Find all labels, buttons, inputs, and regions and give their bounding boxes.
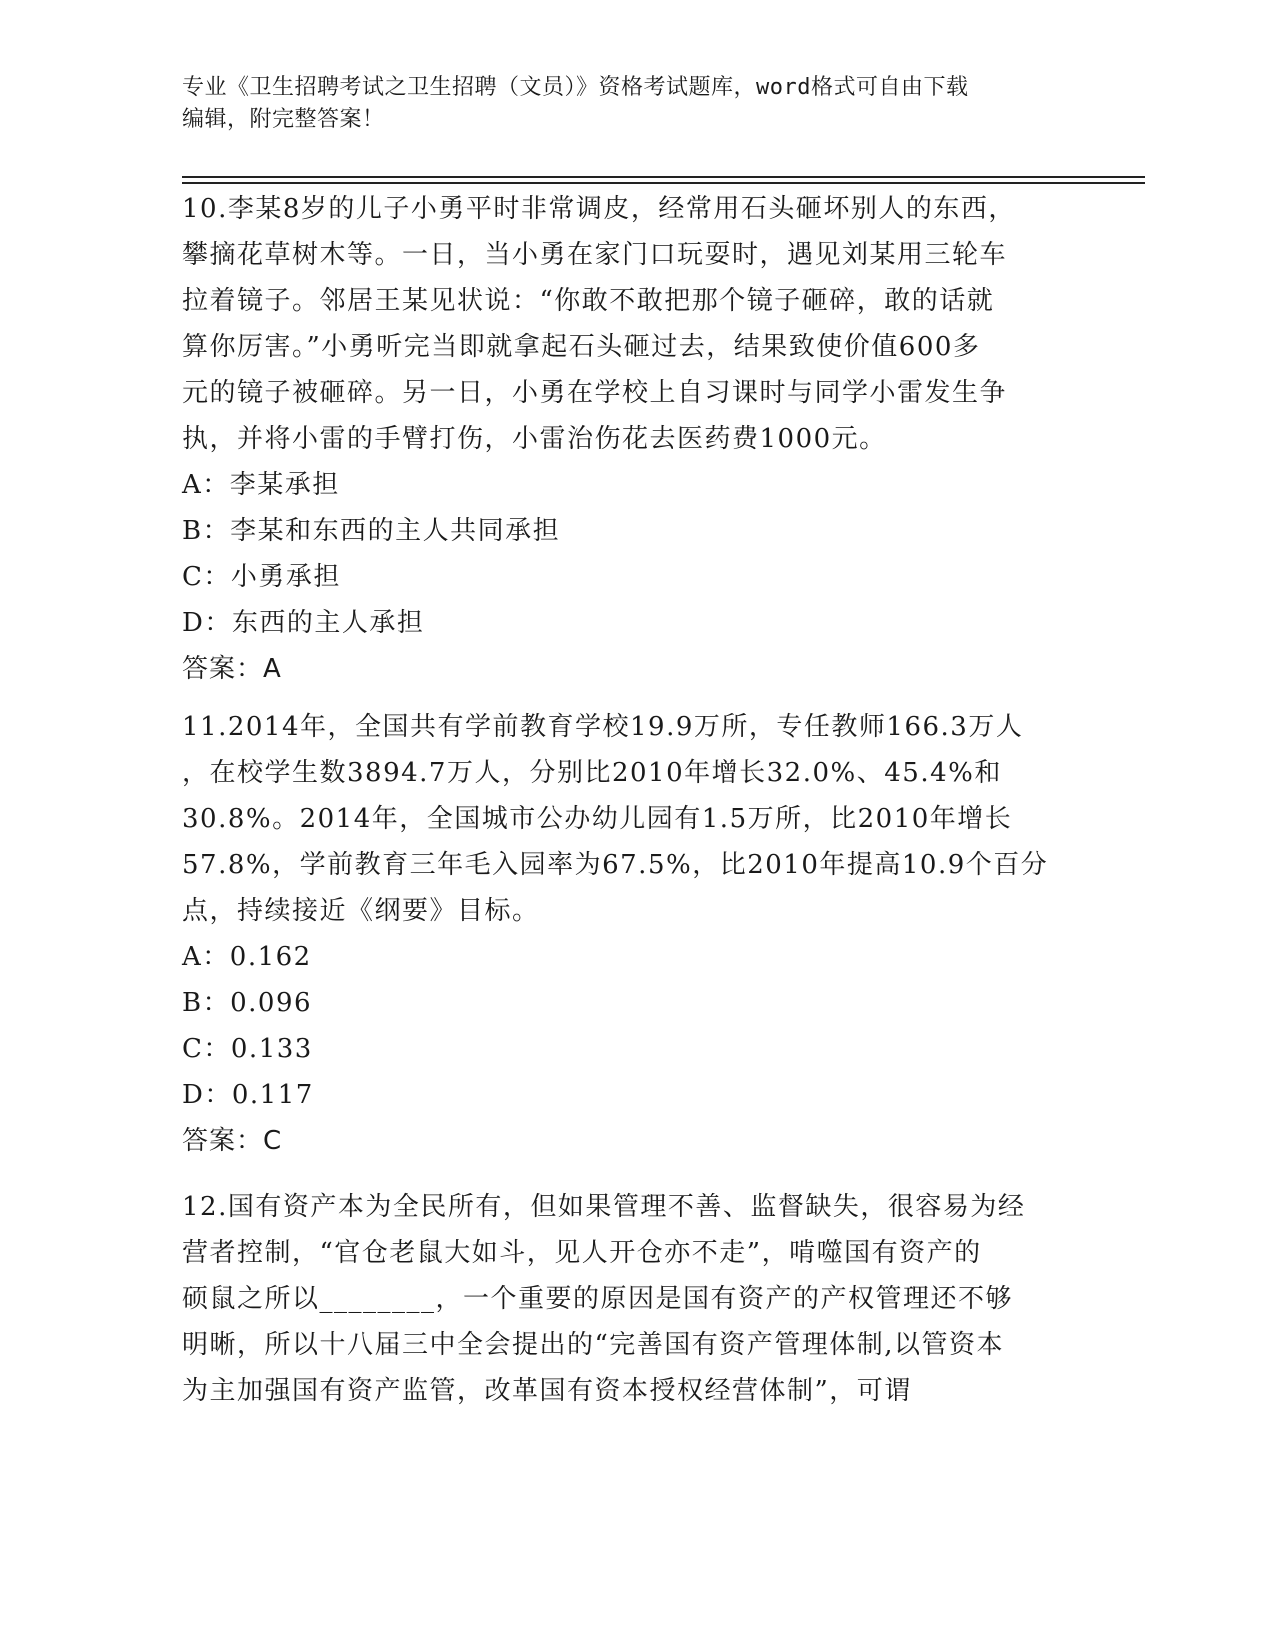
- question-stem-line: 点，持续接近《纲要》目标。: [182, 896, 540, 926]
- header-line-2: 编辑，附完整答案！: [182, 107, 385, 132]
- header-rule-top: [182, 176, 1145, 178]
- option-c: C：0.133: [182, 1034, 313, 1064]
- question-stem-line: 10.李某8岁的儿子小勇平时非常调皮，经常用石头砸坏别人的东西，: [182, 194, 1016, 224]
- question-stem-line: 明晰，所以十八届三中全会提出的“完善国有资产管理体制,以管资本: [182, 1330, 1005, 1360]
- header-rule-bottom: [182, 182, 1145, 184]
- question-stem-line: 执，并将小雷的手臂打伤，小雷治伤花去医药费1000元。: [182, 424, 887, 454]
- document-header: [182, 72, 1082, 136]
- question-stem-line: 攀摘花草树木等。一日，当小勇在家门口玩耍时，遇见刘某用三轮车: [182, 240, 1008, 270]
- question-stem-line: 硕鼠之所以________，一个重要的原因是国有资产的产权管理还不够: [182, 1284, 1014, 1314]
- question-12: [182, 1184, 1082, 1414]
- question-stem-line: 营者控制，“官仓老鼠大如斗，见人开仓亦不走”，啃噬国有资产的: [182, 1238, 982, 1268]
- question-stem-line: 12.国有资产本为全民所有，但如果管理不善、监督缺失，很容易为经: [182, 1192, 1026, 1222]
- header-line-1: 专业《卫生招聘考试之卫生招聘（文员）》资格考试题库，word格式可自由下载: [182, 75, 969, 100]
- question-stem-line: 11.2014年，全国共有学前教育学校19.9万所，专任教师166.3万人: [182, 712, 1024, 742]
- question-10: [182, 186, 1082, 692]
- question-stem-line: 30.8%。2014年，全国城市公办幼儿园有1.5万所，比2010年增长: [182, 804, 1013, 834]
- question-stem-line: 元的镜子被砸碎。另一日，小勇在学校上自习课时与同学小雷发生争: [182, 378, 1008, 408]
- question-stem-line: 算你厉害。”小勇听完当即就拿起石头砸过去，结果致使价值600多: [182, 332, 981, 362]
- question-stem-line: 拉着镜子。邻居王某见状说：“你敢不敢把那个镜子砸碎，敢的话就: [182, 286, 995, 316]
- option-d: D：东西的主人承担: [182, 608, 425, 638]
- question-stem-line: 为主加强国有资产监管，改革国有资本授权经营体制”，可谓: [182, 1376, 912, 1406]
- option-a: A：李某承担: [182, 470, 340, 500]
- option-b: B：李某和东西的主人共同承担: [182, 516, 561, 546]
- option-d: D：0.117: [182, 1080, 314, 1110]
- option-b: B：0.096: [182, 988, 313, 1018]
- option-c: C：小勇承担: [182, 562, 341, 592]
- answer: 答案：C: [182, 1126, 283, 1156]
- answer: 答案：A: [182, 654, 282, 684]
- question-stem-line: ，在校学生数3894.7万人，分别比2010年增长32.0%、45.4%和: [182, 758, 1002, 788]
- option-a: A：0.162: [182, 942, 312, 972]
- question-11: [182, 704, 1082, 1164]
- question-stem-line: 57.8%，学前教育三年毛入园率为67.5%，比2010年提高10.9个百分: [182, 850, 1049, 880]
